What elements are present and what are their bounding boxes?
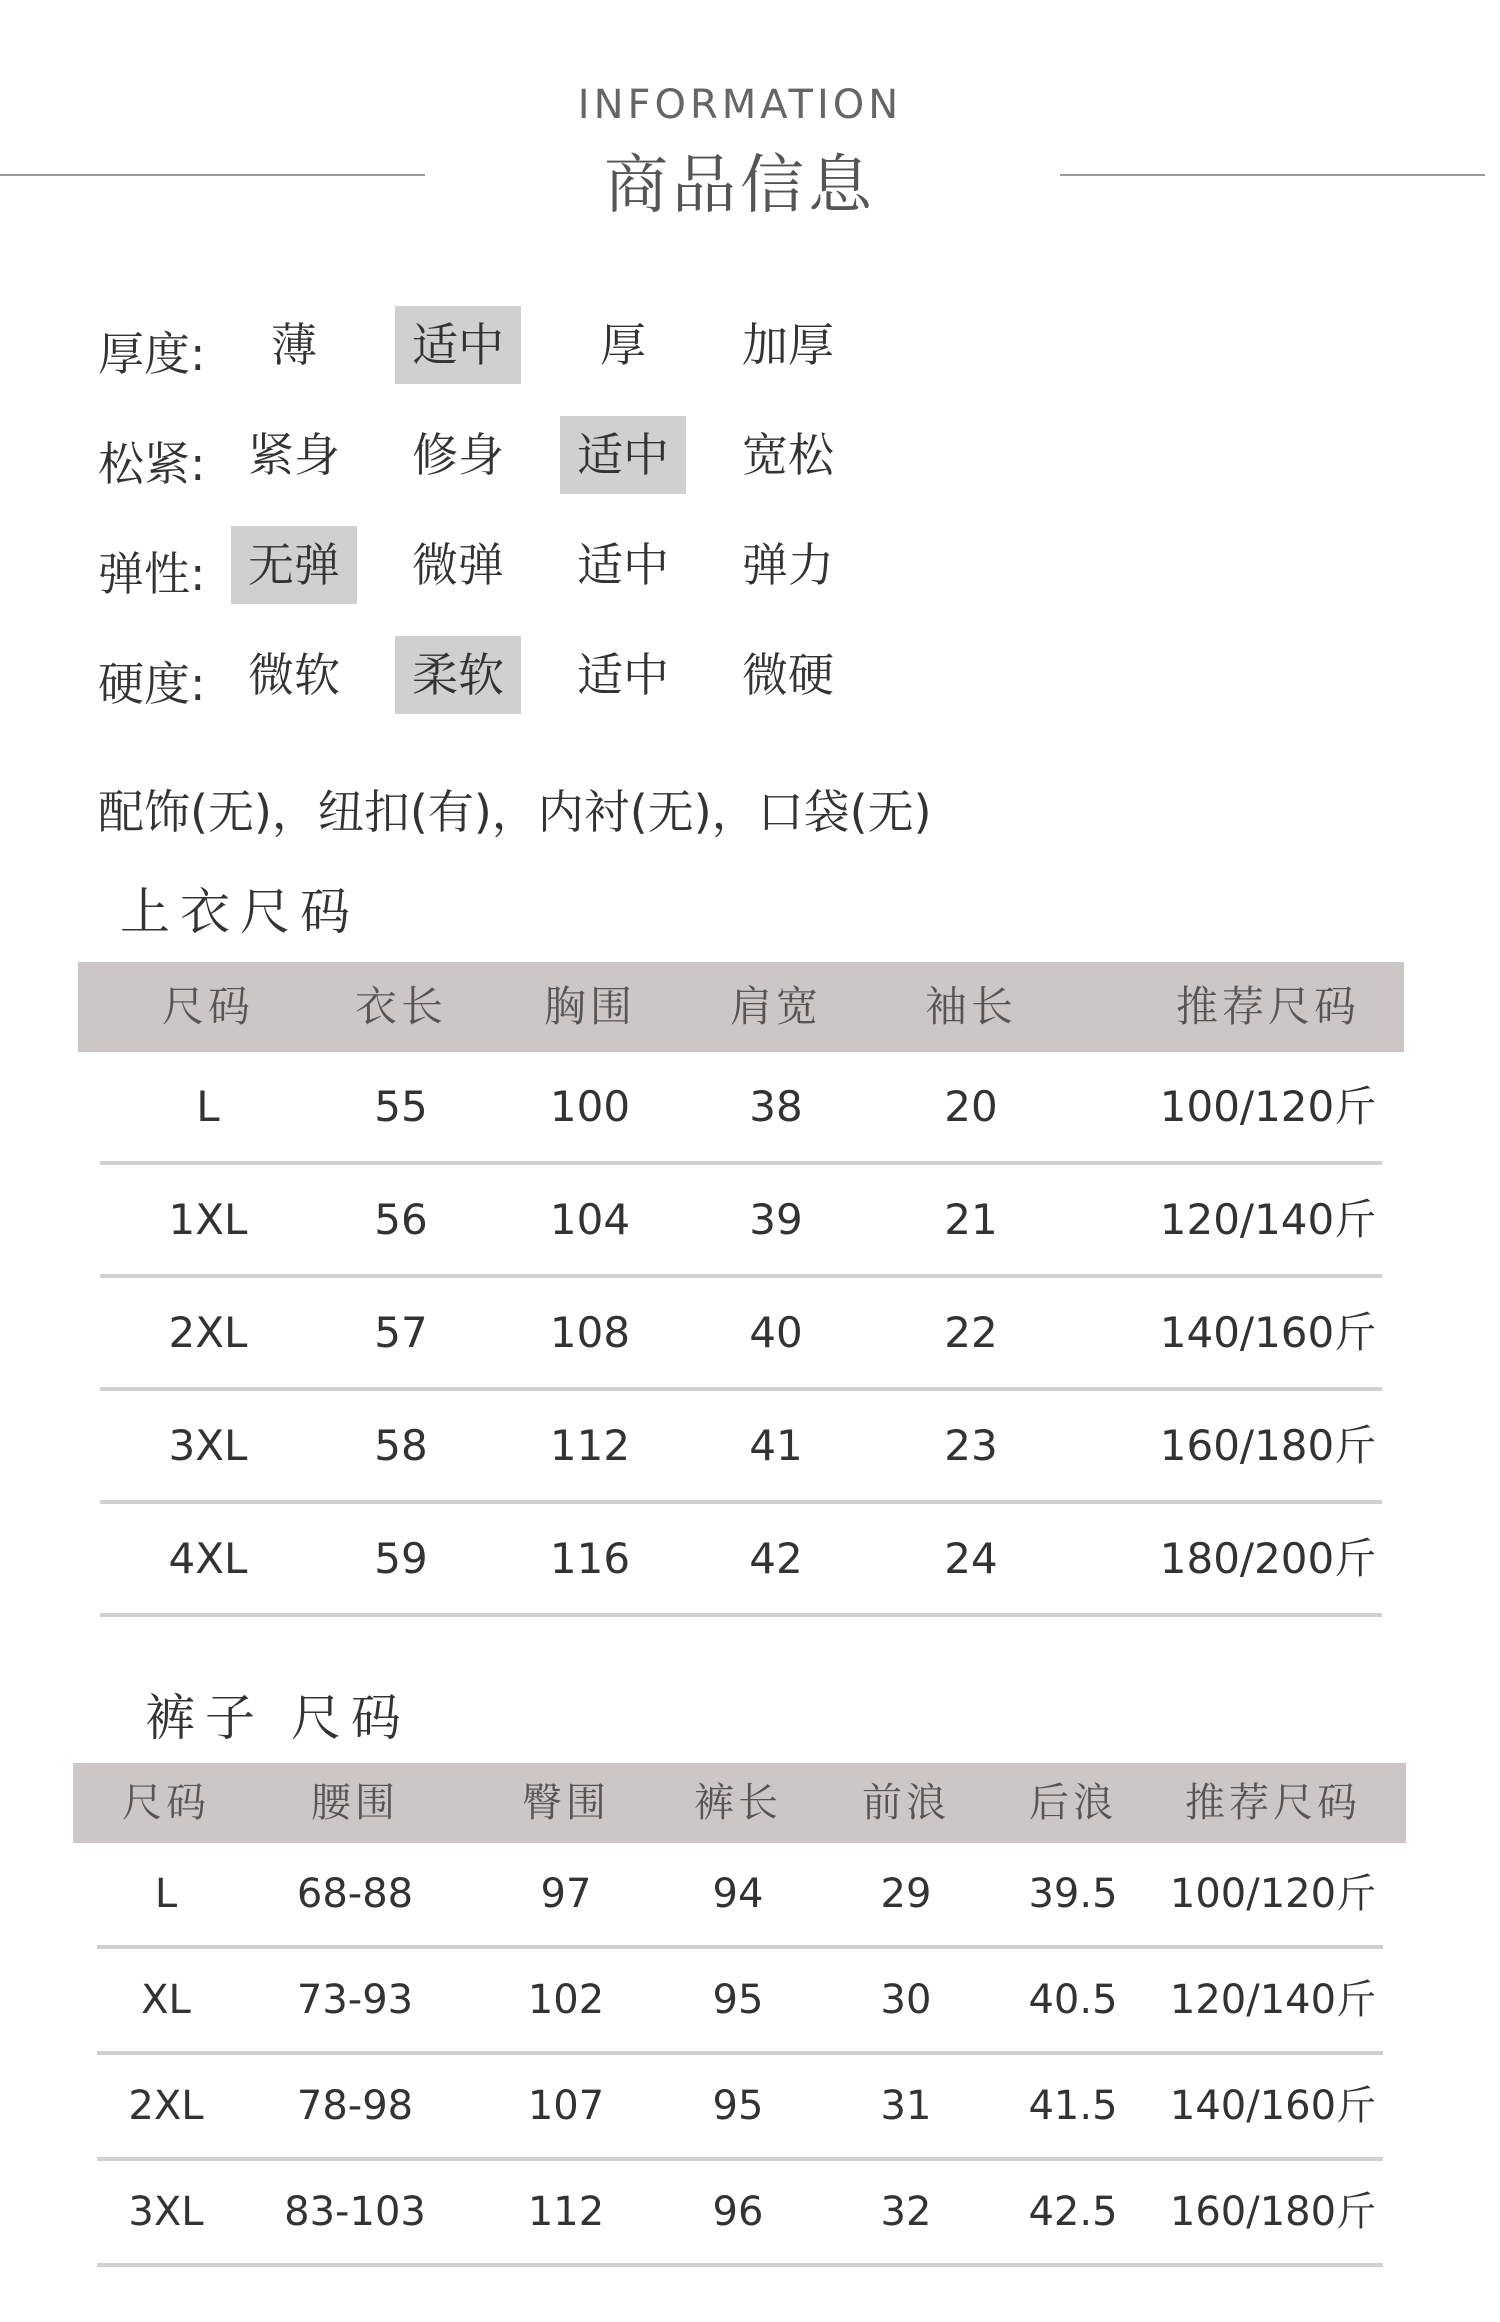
table-cell: L bbox=[196, 1082, 220, 1131]
table-row bbox=[78, 1165, 1404, 1278]
table-cell: 78-98 bbox=[296, 2083, 414, 2129]
table-cell: 160/180斤 bbox=[1159, 1421, 1377, 1470]
table-cell: 2XL bbox=[168, 1308, 248, 1357]
attr-option-selected: 适中 bbox=[560, 416, 686, 494]
attr-option-selected: 柔软 bbox=[395, 636, 521, 714]
top-table-header-cell: 肩宽 bbox=[729, 982, 822, 1031]
table-row bbox=[73, 1949, 1406, 2055]
pants-table-header-cell: 腰围 bbox=[311, 1780, 399, 1826]
top-table-header-cell: 袖长 bbox=[924, 982, 1017, 1031]
top-size-title: 上衣尺码 bbox=[120, 883, 360, 941]
attr-option: 加厚 bbox=[742, 318, 834, 372]
table-cell: 40.5 bbox=[1028, 1977, 1118, 2023]
row-divider bbox=[100, 1613, 1382, 1617]
table-cell: 2XL bbox=[128, 2083, 204, 2129]
table-cell: 38 bbox=[749, 1082, 803, 1131]
table-row bbox=[78, 1052, 1404, 1165]
table-cell: 120/140斤 bbox=[1169, 1977, 1377, 2023]
table-cell: 39.5 bbox=[1028, 1871, 1118, 1917]
header-title-en: INFORMATION bbox=[577, 82, 903, 128]
table-cell: 41.5 bbox=[1028, 2083, 1118, 2129]
table-cell: 100 bbox=[549, 1082, 631, 1131]
table-cell: 58 bbox=[374, 1421, 428, 1470]
table-cell: 42 bbox=[749, 1534, 803, 1583]
table-cell: 96 bbox=[712, 2189, 764, 2235]
table-cell: 1XL bbox=[168, 1195, 248, 1244]
table-cell: 57 bbox=[374, 1308, 428, 1357]
pants-table-header-cell: 前浪 bbox=[862, 1780, 950, 1826]
table-cell: 22 bbox=[944, 1308, 998, 1357]
top-table-header-cell: 尺码 bbox=[161, 982, 254, 1031]
table-cell: 4XL bbox=[168, 1534, 248, 1583]
attr-option: 修身 bbox=[412, 428, 504, 482]
table-cell: 42.5 bbox=[1028, 2189, 1118, 2235]
table-cell: 107 bbox=[527, 2083, 605, 2129]
attr-option: 弹力 bbox=[742, 538, 834, 592]
attr-option: 适中 bbox=[577, 648, 669, 702]
table-cell: 32 bbox=[880, 2189, 932, 2235]
pants-table-header-cell: 推荐尺码 bbox=[1185, 1780, 1361, 1826]
table-cell: 73-93 bbox=[296, 1977, 414, 2023]
table-cell: 108 bbox=[549, 1308, 631, 1357]
table-cell: 55 bbox=[374, 1082, 428, 1131]
table-cell: 140/160斤 bbox=[1169, 2083, 1377, 2129]
attr-row-elasticity bbox=[98, 526, 1398, 606]
table-cell: 102 bbox=[527, 1977, 605, 2023]
table-cell: 56 bbox=[374, 1195, 428, 1244]
table-cell: 95 bbox=[712, 2083, 764, 2129]
table-cell: L bbox=[154, 1871, 178, 1917]
attr-label-thickness: 厚度: bbox=[98, 327, 206, 381]
pants-size-title: 裤子 尺码 bbox=[145, 1689, 411, 1747]
table-cell: 116 bbox=[549, 1534, 631, 1583]
table-cell: 68-88 bbox=[296, 1871, 414, 1917]
header-title-zh: 商品信息 bbox=[604, 149, 876, 223]
attr-option: 微硬 bbox=[742, 648, 834, 702]
table-row bbox=[78, 1504, 1404, 1617]
attr-option-selected: 适中 bbox=[395, 306, 521, 384]
top-table-header-cell: 胸围 bbox=[543, 982, 636, 1031]
attr-option: 厚 bbox=[600, 318, 646, 372]
pants-table-header-cell: 后浪 bbox=[1029, 1780, 1117, 1826]
attr-row-fit bbox=[98, 416, 1398, 496]
attr-label-elasticity: 弹性: bbox=[98, 547, 206, 601]
attr-row-thickness bbox=[98, 306, 1398, 386]
table-cell: 3XL bbox=[128, 2189, 204, 2235]
attr-option: 薄 bbox=[271, 318, 317, 372]
table-cell: 120/140斤 bbox=[1159, 1195, 1377, 1244]
table-cell: 94 bbox=[712, 1871, 764, 1917]
attr-row-softness bbox=[98, 636, 1398, 716]
attr-option: 微软 bbox=[248, 648, 340, 702]
table-cell: 23 bbox=[944, 1421, 998, 1470]
table-cell: 30 bbox=[880, 1977, 932, 2023]
table-row bbox=[73, 1843, 1406, 1949]
attr-option: 适中 bbox=[577, 538, 669, 592]
table-cell: 21 bbox=[944, 1195, 998, 1244]
table-cell: 97 bbox=[540, 1871, 592, 1917]
table-cell: 140/160斤 bbox=[1159, 1308, 1377, 1357]
table-cell: 40 bbox=[749, 1308, 803, 1357]
info-header bbox=[0, 0, 1500, 230]
table-cell: 180/200斤 bbox=[1159, 1534, 1377, 1583]
top-table-header-cell: 衣长 bbox=[354, 982, 447, 1031]
table-row bbox=[78, 1278, 1404, 1391]
table-cell: 100/120斤 bbox=[1169, 1871, 1377, 1917]
table-row bbox=[73, 2055, 1406, 2161]
table-cell: 95 bbox=[712, 1977, 764, 2023]
table-cell: 100/120斤 bbox=[1159, 1082, 1377, 1131]
table-cell: 3XL bbox=[168, 1421, 248, 1470]
attr-label-fit: 松紧: bbox=[98, 437, 206, 491]
attr-option-selected: 无弹 bbox=[231, 526, 357, 604]
table-cell: 41 bbox=[749, 1421, 803, 1470]
attr-option: 宽松 bbox=[742, 428, 834, 482]
pants-table-header-cell: 臀围 bbox=[522, 1780, 610, 1826]
attr-option: 紧身 bbox=[248, 428, 340, 482]
table-row bbox=[73, 2161, 1406, 2267]
attr-label-softness: 硬度: bbox=[98, 657, 206, 711]
extras-line: 配饰(无)，纽扣(有)，内衬(无)，口袋(无) bbox=[98, 785, 932, 839]
table-cell: 160/180斤 bbox=[1169, 2189, 1377, 2235]
table-row bbox=[78, 1391, 1404, 1504]
pants-table-header-cell: 裤长 bbox=[694, 1780, 782, 1826]
pants-table-header-cell: 尺码 bbox=[122, 1780, 210, 1826]
table-cell: 112 bbox=[549, 1421, 631, 1470]
table-cell: 24 bbox=[944, 1534, 998, 1583]
table-cell: 20 bbox=[944, 1082, 998, 1131]
table-cell: 29 bbox=[880, 1871, 932, 1917]
top-table-header-cell: 推荐尺码 bbox=[1175, 982, 1360, 1031]
row-divider bbox=[97, 2263, 1383, 2267]
table-cell: 83-103 bbox=[284, 2189, 426, 2235]
table-cell: 59 bbox=[374, 1534, 428, 1583]
table-cell: 39 bbox=[749, 1195, 803, 1244]
attr-option: 微弹 bbox=[412, 538, 504, 592]
table-cell: 104 bbox=[549, 1195, 631, 1244]
table-cell: XL bbox=[141, 1977, 191, 2023]
table-cell: 112 bbox=[527, 2189, 605, 2235]
table-cell: 31 bbox=[880, 2083, 932, 2129]
